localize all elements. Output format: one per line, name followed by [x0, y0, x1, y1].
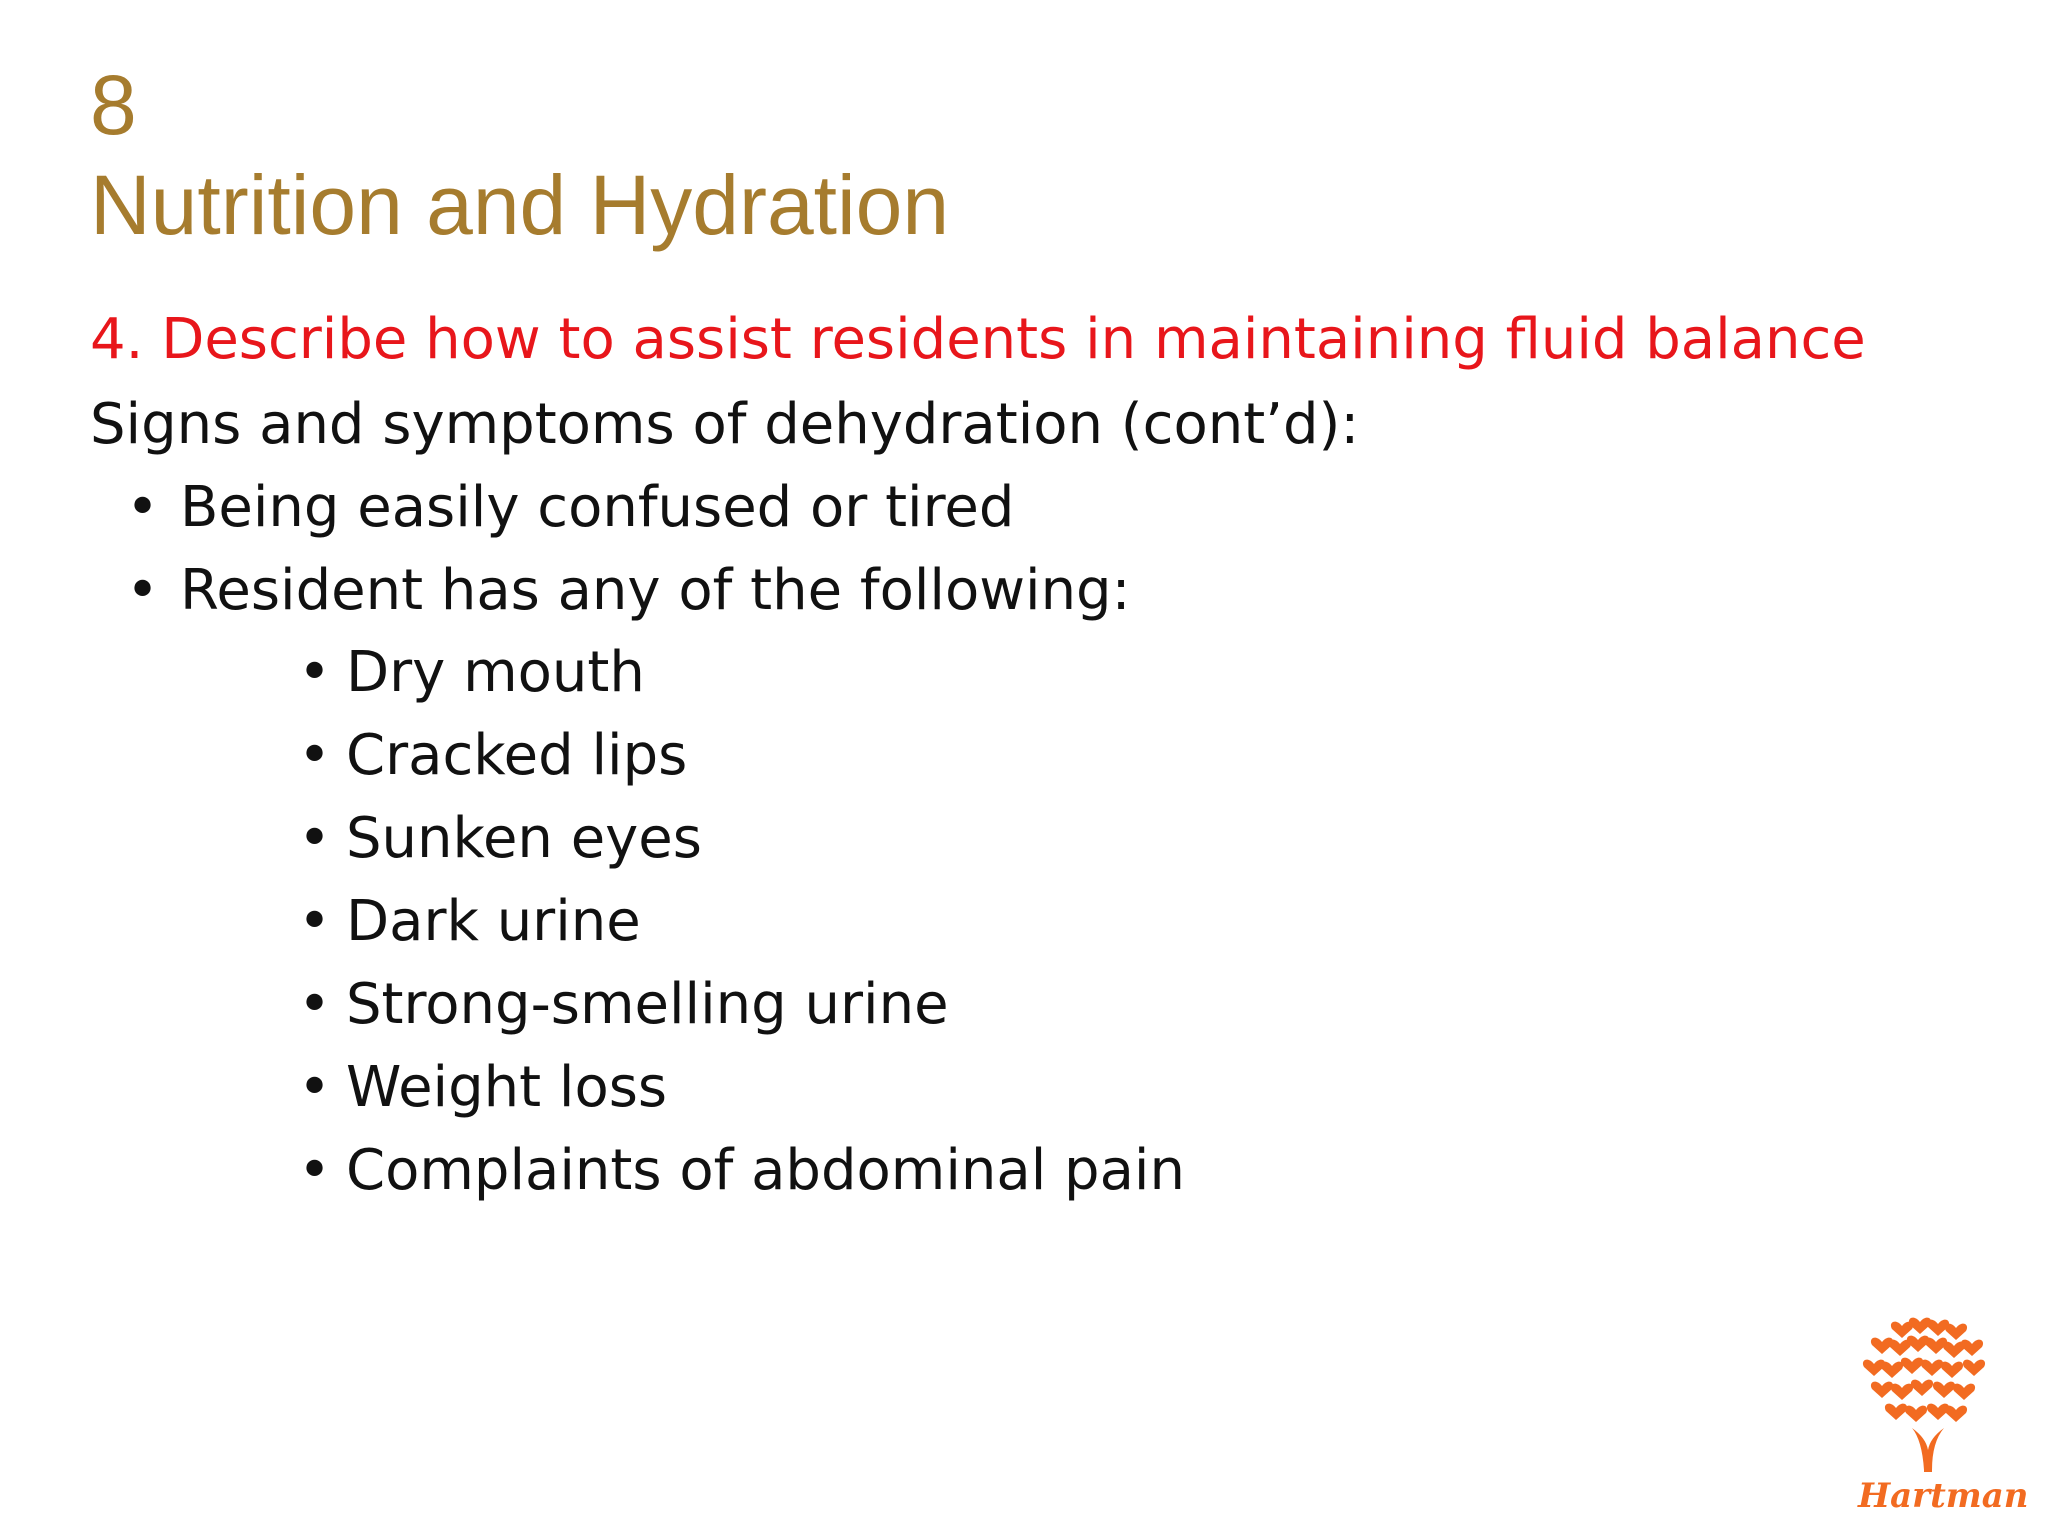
learning-objective: 4. Describe how to assist residents in maintaining fluid balance	[90, 307, 1866, 372]
bullet-icon: •	[298, 640, 332, 705]
chapter-title: Nutrition and Hydration	[90, 158, 950, 252]
list-item	[126, 556, 1130, 639]
bullet-icon: •	[298, 723, 332, 788]
sub-list-item-text: Strong-smelling urine	[346, 972, 949, 1037]
sub-list-item-text: Cracked lips	[346, 723, 688, 788]
bullet-icon: •	[298, 806, 332, 871]
list-item-text: Resident has any of the following:	[180, 558, 1131, 623]
sub-list-item	[298, 887, 1185, 970]
list-item	[126, 473, 1130, 556]
sub-list-item	[298, 804, 1185, 887]
sub-list-item	[298, 1136, 1185, 1219]
sub-list-item-text: Sunken eyes	[346, 806, 702, 871]
bullet-icon: •	[298, 1138, 332, 1203]
bullet-icon: •	[126, 475, 160, 540]
chapter-number: 8	[90, 58, 137, 152]
sub-list-item	[298, 638, 1185, 721]
bullet-icon: •	[126, 558, 160, 623]
sub-list-item	[298, 1053, 1185, 1136]
sub-list-item	[298, 721, 1185, 804]
sub-list-item-text: Dark urine	[346, 889, 641, 954]
sub-list-item-text: Complaints of abdominal pain	[346, 1138, 1185, 1203]
sub-list-item-text: Dry mouth	[346, 640, 645, 705]
bullet-icon: •	[298, 972, 332, 1037]
list-item-text: Being easily confused or tired	[180, 475, 1015, 540]
intro-text: Signs and symptoms of dehydration (cont’d):	[90, 392, 1360, 457]
bullet-list	[126, 473, 1130, 639]
sub-list-item	[298, 970, 1185, 1053]
bullet-icon: •	[298, 889, 332, 954]
hartman-logo-text: Hartman	[1858, 1476, 2029, 1516]
sub-list-item-text: Weight loss	[346, 1055, 668, 1120]
bullet-icon: •	[298, 1055, 332, 1120]
sub-bullet-list	[298, 638, 1185, 1219]
